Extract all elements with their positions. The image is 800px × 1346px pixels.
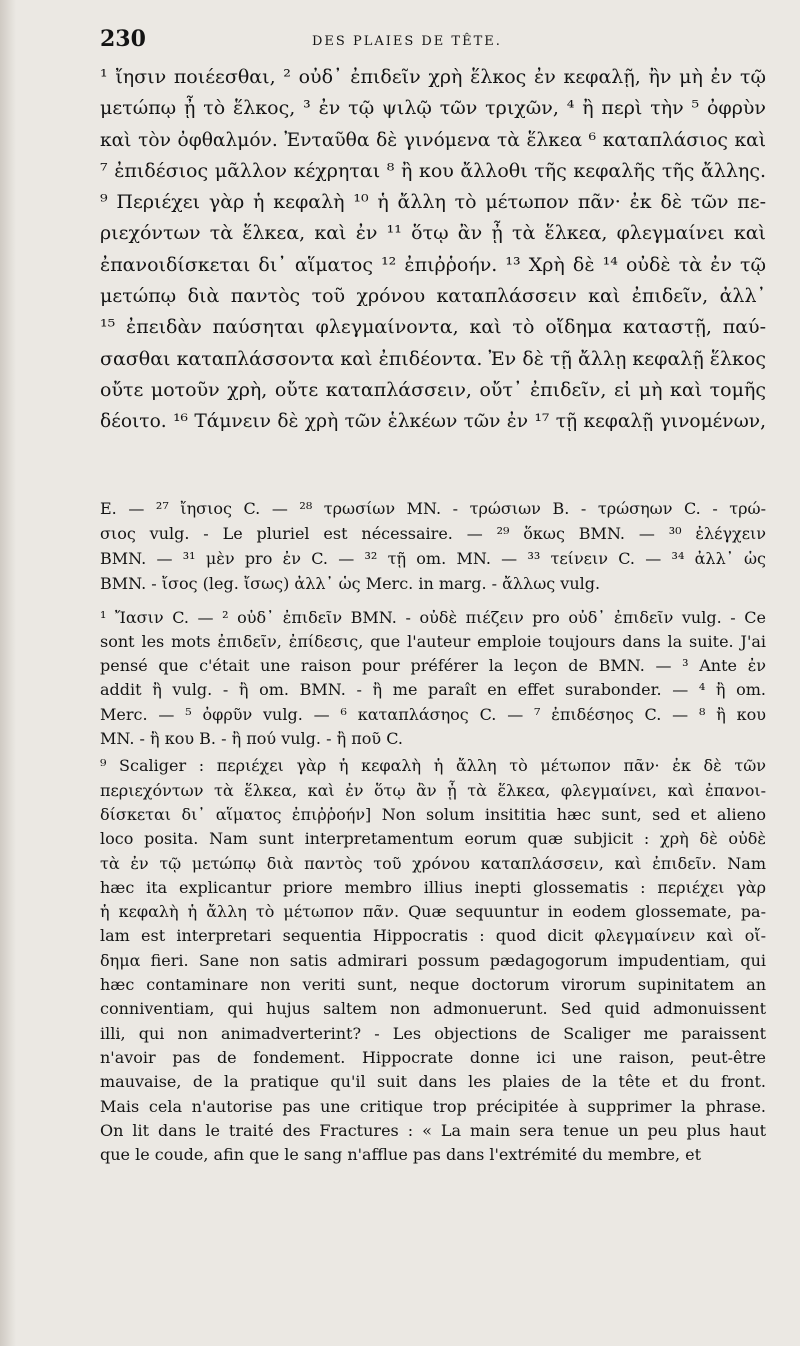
variant-line: BMN. — ³¹ μὲν pro ἐν C. — ³² τῇ om. MN. — ³³ τείνειν C. — ³⁴ ἀλλ᾽ ὡς — [100, 548, 766, 568]
footnote-line: ¹ Ἴασιν C. — ² οὐδ᾽ ἐπιδεῖν BMN. - οὐδὲ πιέζειν pro οὐδ᾽ ἐπιδεῖν vulg. - Ce — [100, 607, 766, 627]
footnote-line: δημα fieri. Sane non satis admirari possum pædagogorum impudentiam, qui — [100, 950, 766, 970]
greek-text-line: ἐπανοιδίσκεται δι᾽ αἵματος ¹² ἐπιῤῥοήν. ¹³ Χρὴ δὲ ¹⁴ οὐδὲ τὰ ἐν τῷ — [100, 253, 766, 276]
footnotes — [100, 606, 766, 1168]
footnote-line: περιεχόντων τὰ ἕλκεα, καὶ ἐν ὅτῳ ἂν ᾖ τὰ ἕλκεα, φλεγμαίνει, καὶ ἐπανοι- — [100, 780, 766, 800]
footnote-paragraph — [100, 606, 766, 752]
footnote-line: pensé que c'était une raison pour préférer la leçon de BMN. — ³ Ante ἐν — [100, 656, 766, 676]
footnote-line: loco posita. Nam sunt interpretamentum eorum quæ subjicit : χρὴ δὲ οὐδὲ — [100, 829, 766, 849]
footnote-line: n'avoir pas de fondement. Hippocrate donne ici une raison, peut-être — [100, 1047, 766, 1067]
greek-text-line: μετώπῳ ᾖ τὸ ἕλκος, ³ ἐν τῷ ψιλῷ τῶν τριχῶν, ⁴ ἢ περὶ τὴν ⁵ ὀφρὺν — [100, 97, 766, 120]
greek-text-line: ριεχόντων τὰ ἕλκεα, καὶ ἐν ¹¹ ὅτῳ ἂν ᾖ τὰ ἕλκεα, φλεγμαίνει καὶ — [100, 222, 766, 245]
footnote-line: MN. - ἢ κου B. - ἢ πού vulg. - ἢ ποῦ C. — [100, 729, 403, 749]
footnote-line: mauvaise, de la pratique qu'il suit dans les plaies de la tête et du front. — [100, 1072, 766, 1092]
footnote-line: Mais cela n'autorise pas une critique trop précipitée à supprimer la phrase. — [100, 1096, 766, 1116]
greek-text-line: σασθαι καταπλάσσοντα καὶ ἐπιδέοντα. Ἐν δὲ τῇ ἄλλῃ κεφαλῇ ἕλκος — [100, 347, 766, 370]
footnote-line: hæc contaminare non veriti sunt, neque doctorum virorum supinitatem an — [100, 975, 766, 995]
footnote-paragraph — [100, 754, 766, 1167]
running-title: DES PLAIES DE TÊTE. — [312, 34, 502, 49]
page-header — [100, 22, 766, 56]
variant-line: E. — ²⁷ ἴησιος C. — ²⁸ τρωσίων MN. - τρώσιων B. - τρώσηων C. - τρώ- — [100, 498, 766, 518]
variant-readings — [100, 496, 766, 596]
footnote-line: On lit dans le traité des Fractures : « La main sera tenue un peu plus haut — [100, 1120, 766, 1140]
footnote-line: Merc. — ⁵ ὀφρῦν vulg. — ⁶ καταπλάσηος C. — ⁷ ἐπιδέσηος C. — ⁸ ἢ κου — [100, 704, 766, 724]
greek-text-line: μετώπῳ διὰ παντὸς τοῦ χρόνου καταπλάσσειν καὶ ἐπιδεῖν, ἀλλ᾽ — [100, 285, 766, 308]
footnote-line: illi, qui non animadverterint? - Les objections de Scaliger me paraissent — [100, 1023, 766, 1043]
greek-text-line: καὶ τὸν ὀφθαλμόν. Ἐνταῦθα δὲ γινόμενα τὰ ἕλκεα ⁶ καταπλάσιος καὶ — [100, 129, 766, 151]
footnote-line: hæc ita explicantur priore membro illius inepti glossematis : περιέχει γὰρ — [100, 877, 766, 897]
greek-text-line: ¹ ἴησιν ποιέεσθαι, ² οὐδ᾽ ἐπιδεῖν χρὴ ἕλκος ἐν κεφαλῇ, ἢν μὴ ἐν τῷ — [100, 66, 766, 88]
variant-line: σιος vulg. - Le pluriel est nécessaire. — ²⁹ ὅκως BMN. — ³⁰ ἐλέγχειν — [100, 523, 766, 543]
footnote-line: lam est interpretari sequentia Hippocratis : quod dicit φλεγμαίνειν καὶ οἴ- — [100, 926, 766, 946]
footnote-line: τὰ ἐν τῷ μετώπῳ διὰ παντὸς τοῦ χρόνου καταπλάσσειν, καὶ ἐπιδεῖν. Nam — [100, 853, 766, 873]
greek-text-line: ¹⁵ ἐπειδὰν παύσηται φλεγμαίνοντα, καὶ τὸ οἴδημα καταστῇ, παύ- — [100, 316, 766, 339]
page-number: 230 — [100, 26, 146, 52]
greek-text-line: δέοιτο. ¹⁶ Τάμνειν δὲ χρὴ τῶν ἑλκέων τῶν ἐν ¹⁷ τῇ κεφαλῇ γινομένων, — [100, 411, 766, 433]
footnote-line: sont les mots ἐπιδεῖν, ἐπίδεσις, que l'auteur emploie toujours dans la suite. J'ai — [100, 631, 766, 651]
footnote-line: ἡ κεφαλὴ ἡ ἄλλη τὸ μέτωπον πᾶν. Quæ sequuntur in eodem glossemate, pa- — [100, 902, 766, 922]
footnote-line: que le coude, afin que le sang n'afflue pas dans l'extrémité du membre, et — [100, 1145, 702, 1165]
variant-line: BMN. - ἴσος (leg. ἴσως) ἀλλ᾽ ὡς Merc. in marg. - ἄλλως vulg. — [100, 573, 601, 593]
footnote-line: ⁹ Scaliger : περιέχει γὰρ ἡ κεφαλὴ ἡ ἄλλη τὸ μέτωπον πᾶν· ἐκ δὲ τῶν — [100, 756, 766, 776]
greek-text-line: οὔτε μοτοῦν χρὴ, οὔτε καταπλάσσειν, οὔτ᾽ ἐπιδεῖν, εἰ μὴ καὶ τομῆς — [100, 378, 766, 401]
greek-text-line: ⁷ ἐπιδέσιος μᾶλλον κέχρηται ⁸ ἢ κου ἄλλοθι τῆς κεφαλῆς τῆς ἄλλης. — [100, 159, 766, 182]
footnote-line: δίσκεται δι᾽ αἵματος ἐπιῤῥοήν] Non solum insititia hæc sunt, sed et alieno — [100, 804, 766, 824]
greek-text-line: ⁹ Περιέχει γὰρ ἡ κεφαλὴ ¹⁰ ἡ ἄλλη τὸ μέτωπον πᾶν· ἐκ δὲ τῶν πε- — [100, 191, 766, 214]
greek-main-text — [100, 62, 766, 438]
footnote-line: conniventiam, qui hujus saltem non admonuerunt. Sed quid admonuissent — [100, 999, 766, 1019]
footnote-line: addit ἢ vulg. - ἢ om. BMN. - ἢ me paraît en effet surabonder. — ⁴ ἢ om. — [100, 680, 766, 700]
page-spine-shadow — [0, 0, 16, 1346]
